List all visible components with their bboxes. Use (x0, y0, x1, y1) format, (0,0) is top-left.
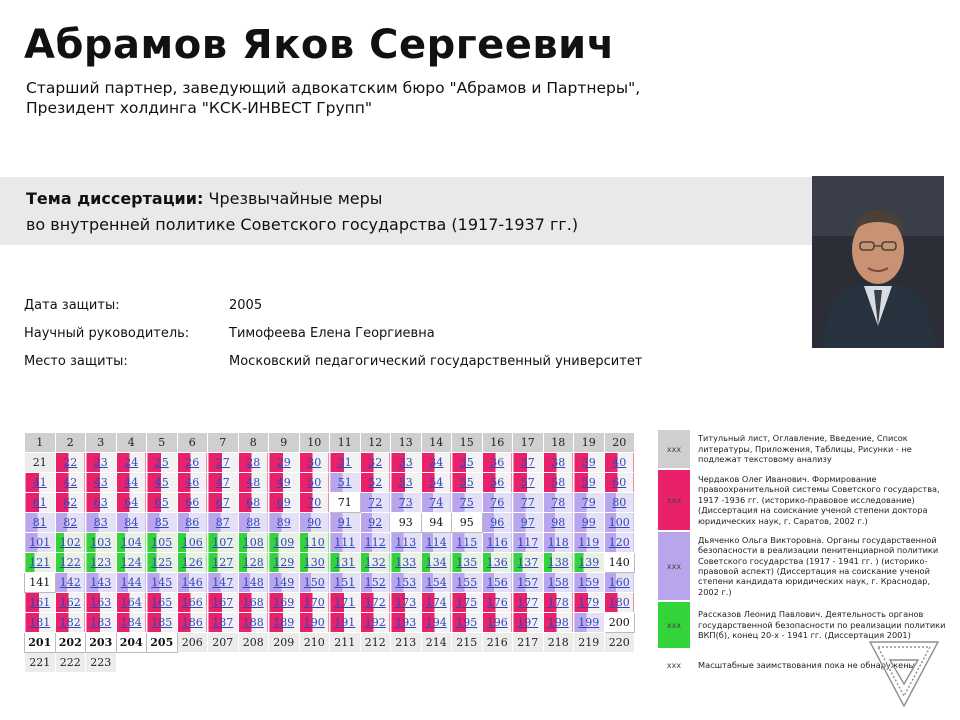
page-cell[interactable]: 119 (574, 533, 605, 553)
legend-swatch: xxx (658, 602, 690, 648)
person-position (26, 78, 640, 118)
page-cell[interactable]: 67 (208, 493, 239, 513)
page-cell[interactable]: 138 (543, 553, 574, 573)
page-cell[interactable]: 152 (360, 573, 391, 593)
page-cell[interactable]: 111 (330, 533, 361, 553)
page-cell[interactable]: 124 (116, 553, 147, 573)
legend-text: Рассказов Леонид Павлович. Деятельность органов государственной безопасности по реализации политики ВКП(б), конец 20-х - 1941 гг. (Диссертация 2001) (698, 609, 946, 641)
page-cell: 203 (86, 633, 117, 653)
page-cell[interactable]: 56 (482, 473, 513, 493)
page-cell[interactable]: 155 (452, 573, 483, 593)
page-cell[interactable]: 52 (360, 473, 391, 493)
page-cell[interactable]: 181 (25, 613, 56, 633)
page-cell[interactable]: 57 (513, 473, 544, 493)
page-cell[interactable]: 78 (543, 493, 574, 513)
page-cell[interactable]: 114 (421, 533, 452, 553)
page-cell[interactable]: 182 (55, 613, 86, 633)
page-cell[interactable]: 128 (238, 553, 269, 573)
page-cell: 94 (421, 513, 452, 533)
page-cell: 21 (25, 453, 56, 473)
page-cell: 204 (116, 633, 147, 653)
page-cell: 208 (238, 633, 269, 653)
page-cell[interactable]: 53 (391, 473, 422, 493)
page-cell[interactable]: 163 (86, 593, 117, 613)
page-cell[interactable]: 27 (208, 453, 239, 473)
page-cell: 95 (452, 513, 483, 533)
page-cell[interactable]: 168 (238, 593, 269, 613)
page-cell[interactable]: 108 (238, 533, 269, 553)
legend-text: Дьяченко Ольга Викторовна. Органы государственной безопасности в реализации пенитенциарной политики Советского государства (1917 - 1941 гг. ) (историко-правовой аспект) (Диссертация на соискание ученой степени кандидата юридических наук, г. Краснодар, 2002 г.) (698, 534, 939, 597)
page-cell: 71 (330, 493, 361, 513)
page-cell[interactable]: 87 (208, 513, 239, 533)
page-cell[interactable]: 73 (391, 493, 422, 513)
page-cell[interactable]: 116 (482, 533, 513, 553)
page-cell[interactable]: 50 (299, 473, 330, 493)
page-cell[interactable]: 47 (208, 473, 239, 493)
page-cell[interactable]: 79 (574, 493, 605, 513)
page-cell[interactable]: 106 (177, 533, 208, 553)
page-cell[interactable]: 107 (208, 533, 239, 553)
page-cell[interactable]: 91 (330, 513, 361, 533)
page-cell[interactable]: 48 (238, 473, 269, 493)
page-cell[interactable]: 195 (452, 613, 483, 633)
page-cell[interactable]: 122 (55, 553, 86, 573)
page-cell[interactable]: 132 (360, 553, 391, 573)
legend-swatch: xxx (658, 650, 690, 680)
page-cell[interactable]: 31 (330, 453, 361, 473)
page-cell[interactable]: 180 (604, 593, 635, 613)
topic-line-2: во внутренней политике Советского государства (1917-1937 гг.) (26, 215, 579, 234)
position-line-1: Старший партнер, заведующий адвокатским бюро "Абрамов и Партнеры", (26, 79, 641, 97)
page-grid (24, 432, 635, 673)
page-cell[interactable]: 126 (177, 553, 208, 573)
page-cell[interactable]: 40 (604, 453, 635, 473)
page-cell[interactable]: 66 (177, 493, 208, 513)
page-cell[interactable]: 117 (513, 533, 544, 553)
page-cell[interactable]: 142 (55, 573, 86, 593)
page-cell[interactable]: 121 (25, 553, 56, 573)
page-cell: 5 (147, 433, 178, 453)
page-cell: 2 (55, 433, 86, 453)
page-cell[interactable]: 178 (543, 593, 574, 613)
page-cell[interactable]: 176 (482, 593, 513, 613)
page-cell[interactable]: 62 (55, 493, 86, 513)
page-cell[interactable]: 199 (574, 613, 605, 633)
page-cell[interactable]: 61 (25, 493, 56, 513)
page-cell[interactable]: 24 (116, 453, 147, 473)
page-cell: 12 (360, 433, 391, 453)
page-cell[interactable]: 169 (269, 593, 300, 613)
page-cell[interactable]: 172 (360, 593, 391, 613)
page-cell[interactable]: 164 (116, 593, 147, 613)
page-cell: 4 (116, 433, 147, 453)
page-cell[interactable]: 69 (269, 493, 300, 513)
page-cell[interactable]: 41 (25, 473, 56, 493)
page-cell: 222 (55, 653, 86, 673)
page-cell: 140 (604, 553, 635, 573)
page-cell: 10 (299, 433, 330, 453)
page-cell[interactable]: 151 (330, 573, 361, 593)
legend-item (658, 470, 946, 530)
page-cell[interactable]: 171 (330, 593, 361, 613)
page-cell: 209 (269, 633, 300, 653)
page-cell[interactable]: 143 (86, 573, 117, 593)
page-cell[interactable]: 137 (513, 553, 544, 573)
page-cell[interactable]: 188 (238, 613, 269, 633)
page-cell[interactable]: 147 (208, 573, 239, 593)
page-cell[interactable]: 42 (55, 473, 86, 493)
page-cell: 211 (330, 633, 361, 653)
page-cell[interactable]: 34 (421, 453, 452, 473)
page-cell[interactable]: 83 (86, 513, 117, 533)
page-cell: 215 (452, 633, 483, 653)
page-cell[interactable]: 101 (25, 533, 56, 553)
legend-text: Чердаков Олег Иванович. Формирование правоохранительной системы Советского государства, 1917 -1936 гг. (историко-правовое исследование) (Диссертация на соискание ученой степени доктора юридических наук, г. Саратов, 2002 г.) (698, 473, 940, 526)
portrait-photo (812, 176, 944, 348)
page-cell: 7 (208, 433, 239, 453)
page-cell[interactable]: 127 (208, 553, 239, 573)
page-cell[interactable]: 22 (55, 453, 86, 473)
page-cell[interactable]: 30 (299, 453, 330, 473)
page-cell[interactable]: 153 (391, 573, 422, 593)
page-cell[interactable]: 70 (299, 493, 330, 513)
page-cell[interactable]: 85 (147, 513, 178, 533)
page-cell[interactable]: 173 (391, 593, 422, 613)
page-cell: 93 (391, 513, 422, 533)
page-cell[interactable]: 170 (299, 593, 330, 613)
page-cell[interactable]: 100 (604, 513, 635, 533)
page-cell[interactable]: 144 (116, 573, 147, 593)
page-cell[interactable]: 104 (116, 533, 147, 553)
page-cell[interactable]: 86 (177, 513, 208, 533)
page-cell: 11 (330, 433, 361, 453)
page-cell[interactable]: 45 (147, 473, 178, 493)
page-cell[interactable]: 59 (574, 473, 605, 493)
legend-swatch: xxx (658, 430, 690, 468)
page-cell: 19 (574, 433, 605, 453)
topic-label: Тема диссертации: (26, 189, 204, 208)
page-cell[interactable]: 185 (147, 613, 178, 633)
page-cell[interactable]: 189 (269, 613, 300, 633)
page-cell: 218 (543, 633, 574, 653)
page-cell[interactable]: 183 (86, 613, 117, 633)
page-cell[interactable]: 184 (116, 613, 147, 633)
page-cell[interactable]: 88 (238, 513, 269, 533)
page-cell[interactable]: 25 (147, 453, 178, 473)
page-cell[interactable]: 60 (604, 473, 635, 493)
dissertation-topic (26, 186, 578, 238)
page-cell: 16 (482, 433, 513, 453)
page-cell[interactable]: 154 (421, 573, 452, 593)
page-cell: 205 (147, 633, 178, 653)
page-cell[interactable]: 37 (513, 453, 544, 473)
page-cell: 6 (177, 433, 208, 453)
legend-text: Масштабные заимствования пока не обнаружены (698, 659, 916, 670)
page-cell[interactable]: 97 (513, 513, 544, 533)
page-cell: 15 (452, 433, 483, 453)
page-cell[interactable]: 157 (513, 573, 544, 593)
defense-place-label: Место защиты: (24, 354, 128, 369)
page-cell[interactable]: 74 (421, 493, 452, 513)
page-cell: 1 (25, 433, 56, 453)
page-cell[interactable]: 193 (391, 613, 422, 633)
page-cell[interactable]: 92 (360, 513, 391, 533)
page-cell[interactable]: 149 (269, 573, 300, 593)
page-cell[interactable]: 197 (513, 613, 544, 633)
page-cell: 212 (360, 633, 391, 653)
page-cell[interactable]: 136 (482, 553, 513, 573)
page-cell[interactable]: 194 (421, 613, 452, 633)
page-cell[interactable]: 55 (452, 473, 483, 493)
page-cell[interactable]: 148 (238, 573, 269, 593)
page-cell[interactable]: 196 (482, 613, 513, 633)
page-cell: 223 (86, 653, 117, 673)
page-cell[interactable]: 198 (543, 613, 574, 633)
page-cell: 207 (208, 633, 239, 653)
page-cell[interactable]: 191 (330, 613, 361, 633)
page-cell[interactable]: 64 (116, 493, 147, 513)
page-cell[interactable]: 29 (269, 453, 300, 473)
page-cell: 18 (543, 433, 574, 453)
page-cell[interactable]: 103 (86, 533, 117, 553)
page-cell[interactable]: 159 (574, 573, 605, 593)
page-cell[interactable]: 76 (482, 493, 513, 513)
page-cell[interactable]: 125 (147, 553, 178, 573)
page-cell[interactable]: 179 (574, 593, 605, 613)
page-cell[interactable]: 89 (269, 513, 300, 533)
page-cell[interactable]: 63 (86, 493, 117, 513)
page-cell[interactable]: 75 (452, 493, 483, 513)
page-cell[interactable]: 32 (360, 453, 391, 473)
page-cell[interactable]: 115 (452, 533, 483, 553)
page-cell[interactable]: 80 (604, 493, 635, 513)
legend-item (658, 532, 946, 600)
page-cell: 201 (25, 633, 56, 653)
page-cell[interactable]: 54 (421, 473, 452, 493)
defense-date-label: Дата защиты: (24, 298, 120, 313)
supervisor-value: Тимофеева Елена Георгиевна (229, 326, 435, 341)
page-cell[interactable]: 167 (208, 593, 239, 613)
page-cell[interactable]: 131 (330, 553, 361, 573)
legend-swatch: xxx (658, 532, 690, 600)
page-cell[interactable]: 81 (25, 513, 56, 533)
page-cell[interactable]: 28 (238, 453, 269, 473)
page-cell[interactable]: 139 (574, 553, 605, 573)
page-cell[interactable]: 161 (25, 593, 56, 613)
page-cell[interactable]: 44 (116, 473, 147, 493)
page-cell[interactable]: 23 (86, 453, 117, 473)
page-cell[interactable]: 51 (330, 473, 361, 493)
page-cell[interactable]: 38 (543, 453, 574, 473)
position-line-2: Президент холдинга "КСК-ИНВЕСТ Групп" (26, 99, 373, 117)
page-cell: 217 (513, 633, 544, 653)
supervisor-label: Научный руководитель: (24, 326, 190, 341)
page-cell[interactable]: 98 (543, 513, 574, 533)
page-cell: 221 (25, 653, 56, 673)
page-cell[interactable]: 177 (513, 593, 544, 613)
page-cell[interactable]: 72 (360, 493, 391, 513)
page-cell[interactable]: 43 (86, 473, 117, 493)
page-cell[interactable]: 134 (421, 553, 452, 573)
page-cell: 214 (421, 633, 452, 653)
page-cell[interactable]: 90 (299, 513, 330, 533)
defense-date-value: 2005 (229, 298, 263, 313)
page-cell[interactable]: 162 (55, 593, 86, 613)
page-cell[interactable]: 96 (482, 513, 513, 533)
page-cell: 3 (86, 433, 117, 453)
page-cell[interactable]: 187 (208, 613, 239, 633)
page-cell[interactable]: 135 (452, 553, 483, 573)
page-cell: 213 (391, 633, 422, 653)
defense-place-value: Московский педагогический государственный университет (229, 354, 643, 369)
page-cell: 20 (604, 433, 635, 453)
page-cell: 220 (604, 633, 635, 653)
page-cell[interactable]: 110 (299, 533, 330, 553)
page-cell: 202 (55, 633, 86, 653)
page-cell: 9 (269, 433, 300, 453)
page-cell[interactable]: 35 (452, 453, 483, 473)
page-cell[interactable]: 120 (604, 533, 635, 553)
page-cell[interactable]: 99 (574, 513, 605, 533)
page-cell[interactable]: 166 (177, 593, 208, 613)
page-cell[interactable]: 105 (147, 533, 178, 553)
page-cell[interactable]: 112 (360, 533, 391, 553)
page-cell[interactable]: 39 (574, 453, 605, 473)
page-cell[interactable]: 133 (391, 553, 422, 573)
page-cell[interactable]: 36 (482, 453, 513, 473)
page-cell[interactable]: 113 (391, 533, 422, 553)
page-cell[interactable]: 68 (238, 493, 269, 513)
legend-text: Титульный лист, Оглавление, Введение, Список литературы, Приложения, Таблицы, Рисунки - не подлежат текстовому анализу (698, 433, 912, 465)
page-cell[interactable]: 26 (177, 453, 208, 473)
page-cell[interactable]: 102 (55, 533, 86, 553)
page-cell[interactable]: 146 (177, 573, 208, 593)
page-cell[interactable]: 192 (360, 613, 391, 633)
page-cell[interactable]: 82 (55, 513, 86, 533)
page-cell: 219 (574, 633, 605, 653)
page-cell[interactable]: 49 (269, 473, 300, 493)
page-cell[interactable]: 158 (543, 573, 574, 593)
page-cell[interactable]: 129 (269, 553, 300, 573)
person-name: Абрамов Яков Сергеевич (24, 22, 615, 68)
page-cell: 141 (25, 573, 56, 593)
page-cell[interactable]: 190 (299, 613, 330, 633)
page-cell[interactable]: 165 (147, 593, 178, 613)
page-cell[interactable]: 77 (513, 493, 544, 513)
legend-item (658, 430, 946, 468)
page-cell[interactable]: 123 (86, 553, 117, 573)
page-cell: 200 (604, 613, 635, 633)
portrait-image (812, 176, 944, 348)
page-cell[interactable]: 109 (269, 533, 300, 553)
page-cell[interactable]: 186 (177, 613, 208, 633)
page-cell: 17 (513, 433, 544, 453)
page-cell: 14 (421, 433, 452, 453)
page-cell[interactable]: 58 (543, 473, 574, 493)
page-cell[interactable]: 174 (421, 593, 452, 613)
page-cell[interactable]: 130 (299, 553, 330, 573)
page-cell[interactable]: 46 (177, 473, 208, 493)
page-cell[interactable]: 160 (604, 573, 635, 593)
page-cell[interactable]: 84 (116, 513, 147, 533)
page-cell[interactable]: 33 (391, 453, 422, 473)
page-cell: 216 (482, 633, 513, 653)
page-cell: 8 (238, 433, 269, 453)
page-cell[interactable]: 175 (452, 593, 483, 613)
legend-swatch: xxx (658, 470, 690, 530)
page-cell[interactable]: 65 (147, 493, 178, 513)
topic-line-1: Чрезвычайные меры (208, 189, 383, 208)
page-cell[interactable]: 145 (147, 573, 178, 593)
page-cell: 210 (299, 633, 330, 653)
page-cell: 13 (391, 433, 422, 453)
page-cell[interactable]: 150 (299, 573, 330, 593)
page-cell[interactable]: 118 (543, 533, 574, 553)
dissernet-stamp-icon (862, 634, 946, 712)
page-cell: 206 (177, 633, 208, 653)
page-cell[interactable]: 156 (482, 573, 513, 593)
